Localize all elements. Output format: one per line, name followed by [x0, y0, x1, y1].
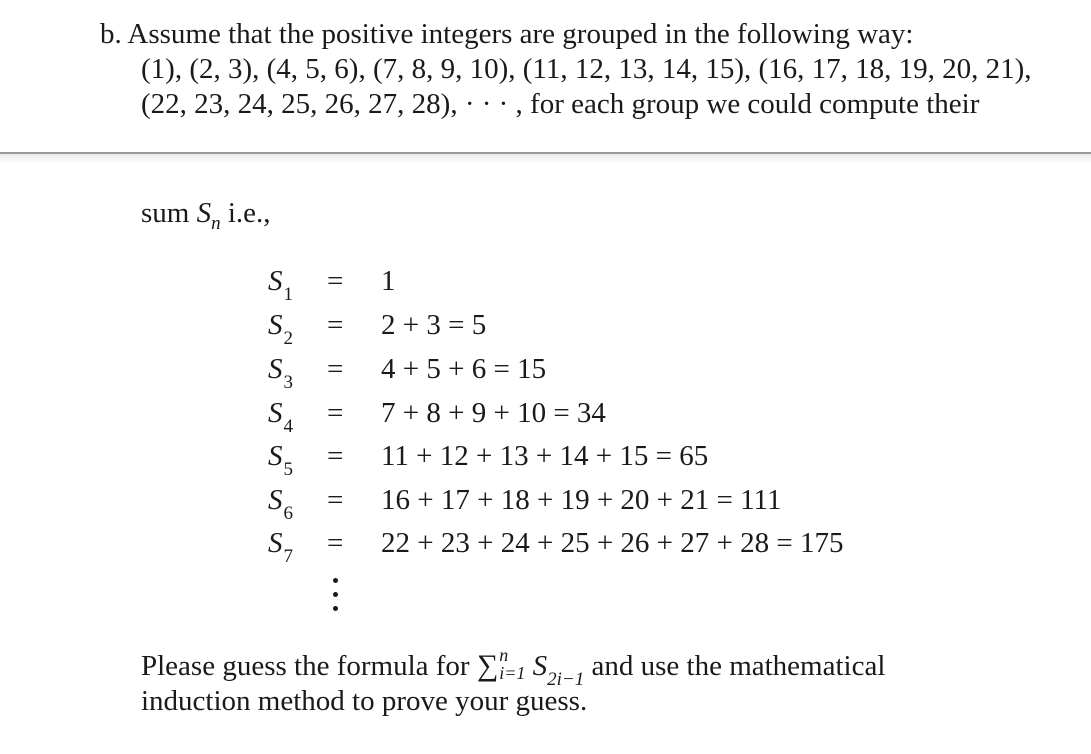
equals-sign: = — [327, 484, 344, 516]
equals-sign: = — [327, 353, 344, 385]
equals-sign: = — [327, 265, 344, 297]
final-before: Please guess the formula for — [141, 650, 470, 682]
final-after: and use the mathematical — [591, 650, 886, 682]
equation-lhs: $S_3$ — [268, 353, 293, 393]
equation-rhs: 22 + 23 + 24 + 25 + 26 + 27 + 28 = 175 — [381, 527, 844, 559]
equation-row — [0, 350, 1091, 393]
equation-lhs: $S_2$ — [268, 309, 293, 349]
vertical-ellipsis — [333, 578, 339, 618]
problem-statement — [0, 0, 1091, 152]
problem-line-3: (22, 23, 24, 25, 26, 27, 28), · · · , for each group we could compute their — [141, 88, 980, 120]
equation-rhs: 7 + 8 + 9 + 10 = 34 — [381, 397, 606, 429]
sigma-limits: n i=1 — [499, 645, 526, 684]
final-question-line-2: induction method to prove your guess. — [141, 685, 588, 717]
equation-rhs: 11 + 12 + 13 + 14 + 15 = 65 — [381, 440, 709, 472]
equation-row — [0, 262, 1091, 305]
equation-rhs: 16 + 17 + 18 + 19 + 20 + 21 = 111 — [381, 484, 782, 516]
equation-rhs: 1 — [381, 265, 396, 297]
page-divider-shadow — [0, 154, 1091, 164]
sum-term: $S_{2i-1}$ — [532, 650, 585, 690]
equals-sign: = — [327, 309, 344, 341]
equals-sign: = — [327, 527, 344, 559]
problem-line-2: (1), (2, 3), (4, 5, 6), (7, 8, 9, 10), (11, 12, 13, 14, 15), (16, 17, 18, 19, 20, 21), — [141, 53, 1032, 85]
equation-lhs: $S_5$ — [268, 440, 293, 480]
equation-row — [0, 394, 1091, 437]
equation-lhs: $S_4$ — [268, 397, 293, 437]
sigma-symbol: ∑ — [476, 649, 499, 682]
equation-row — [0, 306, 1091, 349]
equation-row — [0, 481, 1091, 524]
equation-lhs: $S_6$ — [268, 484, 293, 524]
problem-line-1: b. Assume that the positive integers are grouped in the following way: — [100, 18, 914, 50]
sum-tail: i.e., — [227, 197, 271, 229]
equation-rhs: 2 + 3 = 5 — [381, 309, 487, 341]
equation-rhs: 4 + 5 + 6 = 15 — [381, 353, 547, 385]
equals-sign: = — [327, 440, 344, 472]
equation-lhs: $S_7$ — [268, 527, 293, 567]
equation-row — [0, 524, 1091, 567]
equals-sign: = — [327, 397, 344, 429]
sum-intro-line — [141, 196, 271, 241]
sum-symbol: $S_n$ — [196, 197, 221, 234]
equation-row — [0, 437, 1091, 480]
sum-word: sum — [141, 197, 190, 229]
equation-lhs: $S_1$ — [268, 265, 293, 305]
